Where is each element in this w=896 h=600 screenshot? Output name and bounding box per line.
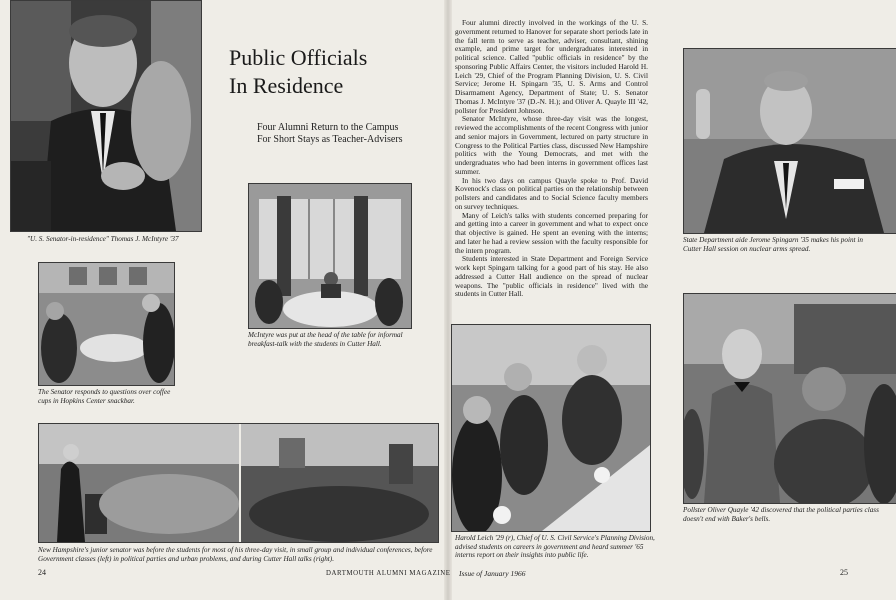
caption-quayle: Pollster Oliver Quayle '42 discovered that the political parties class doesn't end with Baker's bells.: [683, 506, 879, 523]
photo-spingarn: [683, 48, 896, 234]
body-paragraph: Four alumni directly involved in the workings of the U. S. government returned to Hanover for separate short periods late in the fall term to serve as teacher, adviser, consultant, shining example, and prime target for undergraduates interested in political science. Called "public officials in residence" by the sponsoring Public Affairs Center, the visitors included Harold H. Leich '29, Chief of the Program Planning Division, U. S. Civil Service; Jerome H. Spingarn '35, U. S. Arms and Control Disarmament Agency, Department of State; U. S. Senator Thomas J. McIntyre '37 (D.-N. H.); and Oliver A. Quayle III '42, pollster for President Johnson.: [455, 18, 648, 115]
article-body: [455, 19, 648, 299]
caption-snackbar: The Senator responds to questions over coffee cups in Hopkins Center snackbar.: [38, 388, 171, 405]
photo-breakfast-table: [248, 183, 412, 329]
photo-leich-students: [451, 324, 651, 532]
photo-class-conferences: [38, 423, 439, 543]
body-paragraph: Many of Leich's talks with students concerned preparing for and getting into a career in government and what to expect once that objective is gained. He spent an evening with the interns; and later he had a review session with the faculty responsible for the intern program.: [455, 210, 648, 255]
issue-date: Issue of January 1966: [459, 569, 526, 578]
photo-mcintyre-portrait: [10, 0, 202, 232]
photo-quayle: [683, 293, 896, 504]
body-paragraph: Senator McIntyre, whose three-day visit was the longest, reviewed the accomplishments of the recent Congress with junior and senior majors in Government, lectured on party structure in Congress to the Political Parties class, discussed New Hampshire politics with the Young Democrats, and met with the undergraduates who had been interns in government offices last summer.: [455, 114, 648, 176]
article-subtitle: Four Alumni Return to the Campus For Short Stays as Teacher-Advisers: [257, 122, 403, 145]
page-number-right: 25: [840, 568, 848, 577]
page-number-left: 24: [38, 568, 46, 577]
caption-mcintyre: "U. S. Senator-in-residence" Thomas J. McIntyre '37: [27, 235, 179, 243]
magazine-name: DARTMOUTH ALUMNI MAGAZINE: [326, 570, 451, 577]
caption-breakfast: McIntyre was put at the head of the table for informal breakfast-talk with the students in Cutter Hall.: [248, 331, 403, 348]
caption-spingarn: State Department aide Jerome Spingarn '35 makes his point in Cutter Hall session on nuclear arms spread.: [683, 236, 863, 253]
body-paragraph: In his two days on campus Quayle spoke to Prof. David Kovenock's class on political parties on the relationship between pollsters and candidates and to Social Science faculty members on survey techniques.: [455, 175, 648, 211]
article-title: Public Officials In Residence: [229, 45, 368, 98]
photo-snackbar: [38, 262, 175, 386]
caption-conferences: New Hampshire's junior senator was before the students for most of his three-day visit, in small group and individual conferences, before Government classes (left) in political parties and urban problems, and during Cutter Hall talks (right).: [38, 546, 433, 563]
body-paragraph: Students interested in State Department and Foreign Service work kept Spingarn talking for a good part of his stay. He also addressed a Cutter Hall audience on the spread of nuclear weapons. The "public officials in residence" lived with the students in Cutter Hall.: [455, 254, 648, 299]
caption-leich: Harold Leich '29 (r), Chief of U. S. Civil Service's Planning Division, advised students on careers in government and heard summer '65 interns report on their insights into public life.: [455, 534, 655, 560]
